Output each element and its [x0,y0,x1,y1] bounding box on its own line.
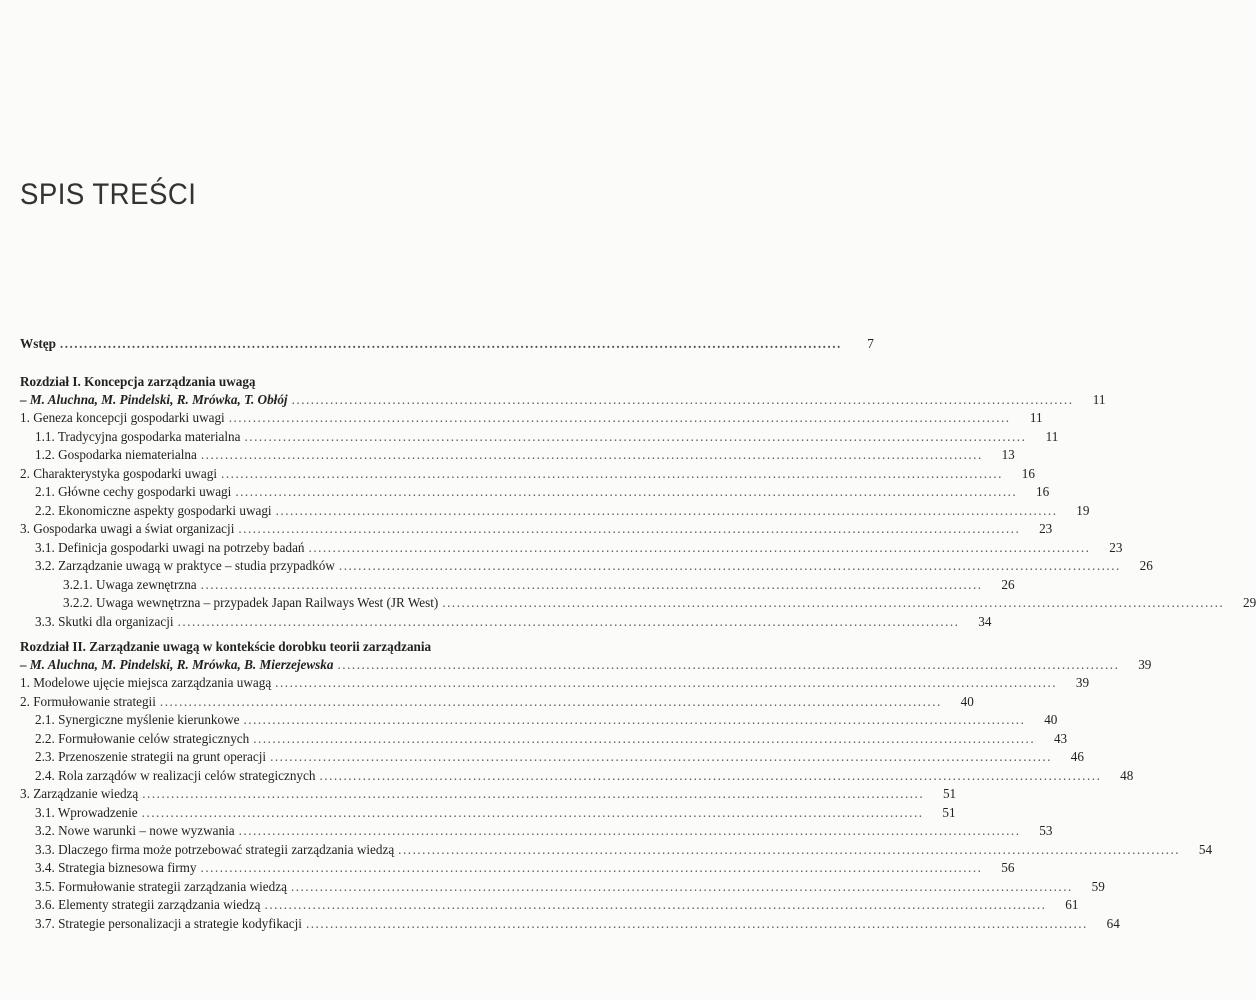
entry-text: 3.1. Definicja gospodarki uwagi na potrzeby badań [35,539,305,555]
dot-leader: ................................................................................................................................................................... [338,558,1121,573]
entry-text: 2. Charakterystyka gospodarki uwagi [20,465,218,481]
page-number: 11 [1029,410,1043,425]
chapter-1-heading[interactable]: Rozdział I. Koncepcja zarządzania uwagą [20,374,256,389]
dot-leader: ................................................................................................................................................................... [59,336,842,351]
toc-entry[interactable] [20,785,957,803]
toc-entry[interactable] [20,465,1035,483]
dot-leader: ................................................................................................................................................................... [270,749,1052,764]
toc-entry[interactable] [20,483,1050,501]
entry-text: 3.3. Dlaczego firma może potrzebować strategii zarządzania wiedzą [35,841,395,857]
toc-entry[interactable] [20,822,1053,840]
dot-leader: ................................................................................................................................................................... [142,786,925,801]
entry-text: 3.2. Nowe warunki – nowe wyzwania [35,823,235,838]
dot-leader: ................................................................................................................................................................... [200,447,983,462]
entry-text: 3.2.1. Uwaga zewnętrzna [63,576,197,592]
entry-text: 2.4. Rola zarządów w realizacji celów strategicznych [35,767,316,783]
entry-text: 3.6. Elementy strategii zarządzania wiedzą [35,897,261,912]
dot-leader: ................................................................................................................................................................... [275,502,1058,518]
entry-text: 2.2. Ekonomiczne aspekty gospodarki uwagi [35,502,272,518]
entry-text: 2.2. Formułowanie celów strategicznych [35,730,250,746]
toc-entry[interactable] [20,613,992,631]
dot-leader: ................................................................................................................................................................... [264,897,1047,912]
toc-entry[interactable] [20,859,1015,877]
page-number: 34 [978,613,992,629]
dot-leader: ................................................................................................................................................................... [337,657,1120,672]
dot-leader: ................................................................................................................................................................... [290,878,1073,894]
page-number: 23 [1109,539,1123,555]
entry-text: 3.3. Skutki dla organizacji [35,613,174,629]
page-number: 54 [1198,841,1213,857]
toc-entry[interactable] [20,502,1090,520]
dot-leader: ................................................................................................................................................................... [238,521,1021,536]
toc-entry[interactable] [20,748,1084,766]
toc-entry[interactable] [20,804,956,822]
dot-leader: ................................................................................................................................................................... [235,484,1018,499]
page-title: SPIS TREŚCI [20,178,197,211]
dot-leader: ................................................................................................................................................................... [398,841,1181,857]
toc-entry[interactable] [20,878,1105,896]
chapter-2-authors[interactable] [20,656,1152,674]
page-number: 23 [1039,521,1053,536]
entry-text: 2.1. Główne cechy gospodarki uwagi [35,484,232,499]
page-number: 19 [1076,502,1090,518]
entry-text: – M. Aluchna, M. Pindelski, R. Mrówka, B. Mierzejewska [20,657,334,672]
entry-text: 2.1. Synergiczne myślenie kierunkowe [35,712,240,727]
entry-text: 3. Gospodarka uwagi a świat organizacji [20,521,235,536]
chapter-1-authors[interactable] [20,391,1106,409]
page-number: 53 [1039,823,1053,838]
page-number: 29 [1243,595,1256,610]
toc-entry[interactable] [20,711,1058,729]
page-number: 26 [1139,558,1153,573]
dot-leader: ................................................................................................................................................................... [200,860,983,875]
page-number: 61 [1065,897,1079,912]
dot-leader: ................................................................................................................................................................... [308,539,1091,555]
dot-leader: ................................................................................................................................................................... [177,613,960,629]
dot-leader: ................................................................................................................................................................... [200,576,983,592]
dot-leader: ................................................................................................................................................................... [275,675,1058,690]
toc-entry[interactable] [20,446,1015,464]
entry-text: 3.5. Formułowanie strategii zarządzania wiedzą [35,878,287,894]
page-number: 43 [1053,730,1068,746]
dot-leader: ................................................................................................................................................................... [253,730,1036,746]
toc-entry[interactable] [20,576,1015,594]
entry-text: 3. Zarządzanie wiedzą [20,786,139,801]
entry-text: 1. Modelowe ujęcie miejsca zarządzania uwagą [20,675,272,690]
toc-entry[interactable] [20,674,1090,692]
entry-text: – M. Aluchna, M. Pindelski, R. Mrówka, T. Obłój [20,392,288,407]
toc-entry[interactable] [20,539,1123,557]
entry-text: 2. Formułowanie strategii [20,693,156,709]
dot-leader: ................................................................................................................................................................... [291,392,1074,407]
toc-entry[interactable] [20,693,974,711]
toc-entry[interactable] [20,428,1059,446]
toc-entry[interactable] [20,520,1053,538]
entry-text: 3.1. Wprowadzenie [35,804,138,820]
page-number: 16 [1036,484,1050,499]
page-number: 7 [867,336,874,351]
page-number: 16 [1021,465,1035,481]
page-number: 64 [1106,915,1120,931]
dot-leader: ................................................................................................................................................................... [244,428,1027,444]
page-number: 40 [1044,712,1058,727]
entry-text: 3.2. Zarządzanie uwagą w praktyce – studia przypadków [35,558,335,573]
entry-text: 3.2.2. Uwaga wewnętrzna – przypadek Japan Railways West (JR West) [63,595,439,610]
page-number: 13 [1001,447,1015,462]
page-number: 46 [1070,749,1084,764]
toc-entry[interactable] [20,409,1043,427]
page-number: 39 [1075,675,1090,690]
dot-leader: ................................................................................................................................................................... [442,595,1225,610]
page-number: 39 [1138,657,1152,672]
entry-text: Wstęp [20,336,56,351]
page-number: 11 [1045,428,1059,444]
toc-entry[interactable] [20,896,1079,914]
entry-text: 1.1. Tradycyjna gospodarka materialna [35,428,241,444]
page-number: 40 [960,693,974,709]
toc-entry[interactable] [20,915,1120,933]
page-number: 51 [942,786,957,801]
toc-entry[interactable] [20,557,1153,575]
chapter-2-heading[interactable]: Rozdział II. Zarządzanie uwagą w kontekście dorobku teorii zarządzania [20,639,432,654]
toc-entry-intro[interactable] [20,335,874,353]
entry-text: 2.3. Przenoszenie strategii na grunt operacji [35,749,267,764]
dot-leader: ................................................................................................................................................................... [159,693,942,709]
page-number: 11 [1092,392,1106,407]
page-number: 51 [942,804,956,820]
toc-entry[interactable] [20,730,1068,748]
dot-leader: ................................................................................................................................................................... [238,823,1021,838]
page-number: 48 [1120,767,1134,783]
dot-leader: ................................................................................................................................................................... [228,410,1011,425]
entry-text: 1. Geneza koncepcji gospodarki uwagi [20,410,225,425]
toc-entry[interactable] [20,594,1256,612]
page-number: 26 [1001,576,1015,592]
page-number: 59 [1091,878,1105,894]
toc-entry[interactable] [20,767,1134,785]
entry-text: 1.2. Gospodarka niematerialna [35,447,197,462]
page-number: 56 [1001,860,1015,875]
entry-text: 3.7. Strategie personalizacji a strategie kodyfikacji [35,915,302,931]
dot-leader: ................................................................................................................................................................... [221,465,1003,481]
dot-leader: ................................................................................................................................................................... [319,767,1102,783]
dot-leader: ................................................................................................................................................................... [305,915,1088,931]
toc-entry[interactable] [20,841,1213,859]
dot-leader: ................................................................................................................................................................... [141,804,924,820]
dot-leader: ................................................................................................................................................................... [243,712,1026,727]
entry-text: 3.4. Strategia biznesowa firmy [35,860,197,875]
